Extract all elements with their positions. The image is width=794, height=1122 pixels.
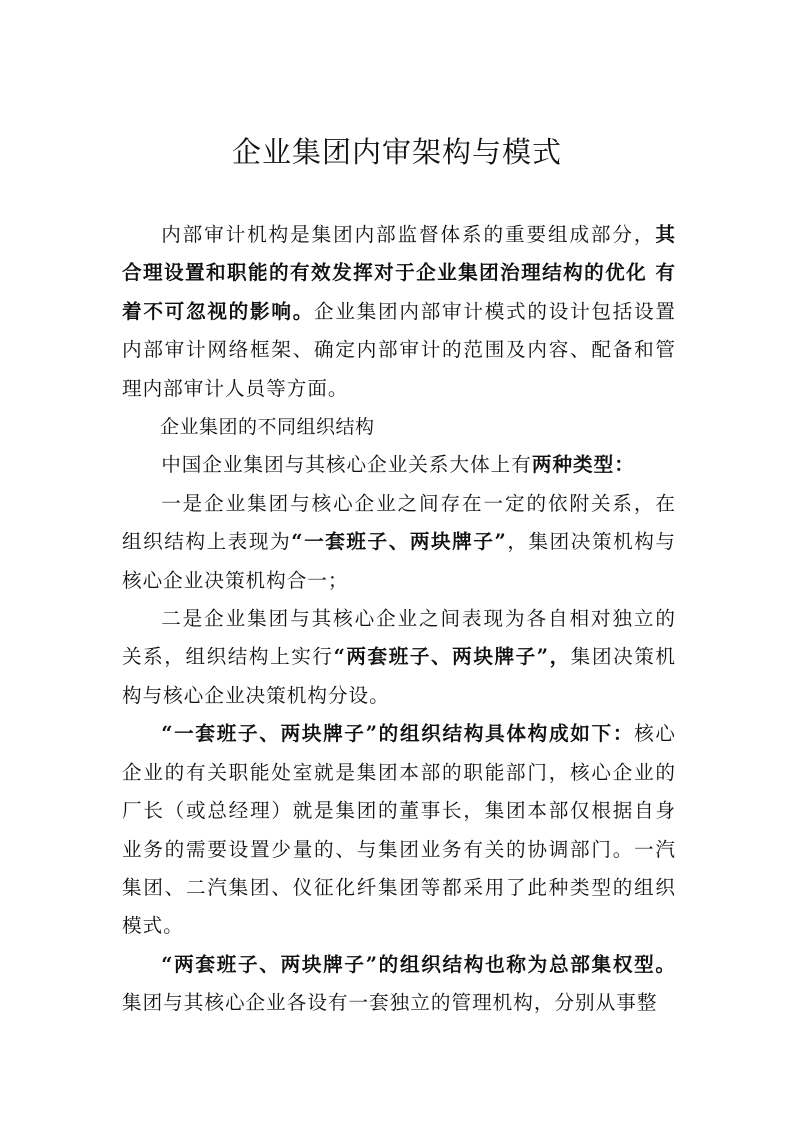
paragraph-emphasis: 两种类型： — [531, 453, 635, 477]
paragraph-emphasis: 其合理设置和职能的有效发挥对于企业集团治理结构的优化 有着不可忽视的影响。 — [122, 223, 676, 323]
paragraph-text: 集团决策机构与核心企业决策机构分设。 — [122, 645, 677, 707]
paragraph-text: 集团与其核心企业各设有一套独立的管理机构，分别从事整 — [122, 991, 658, 1015]
paragraph-type-two — [122, 600, 676, 715]
paragraph-emphasis: “两套班子、两块牌子”， — [333, 645, 571, 669]
paragraph-text: 一是企业集团与核心企业之间存在一定的依附关系，在组织结构上表现为 — [122, 491, 676, 554]
paragraph-emphasis: “一套班子、两块牌子”的组织结构具体构成如下： — [161, 722, 635, 746]
paragraph-text: ，集团决策机构与核心企业决策机构合一； — [122, 530, 677, 592]
paragraph-text: 中国企业集团与其核心企业关系大体上有 — [161, 453, 532, 477]
paragraph-text: 内部审计机构是集团内部监督体系的重要组成部分， — [161, 223, 656, 246]
paragraph-structure-one — [122, 715, 676, 945]
paragraph-text: 核心企业的有关职能处室就是集团本部的职能部门，核心企业的厂长（或总经理）就是集团的董事长，集团本部仅根据自身业务的需要设置少量的、与集团业务有关的协调部门。一汽集团、二汽集团、仪征化纤集团等都采用了此种类型的组织模式。 — [122, 722, 677, 938]
paragraph-types — [122, 446, 676, 484]
paragraph-type-one — [122, 485, 676, 600]
paragraph-text: 企业集团内部审计模式的设计包括设置内部审计网络框架、确定内部审计的范围及内容、配备和管理内部审计人员等方面。 — [122, 299, 677, 400]
document-title: 企业集团内审架构与模式 — [231, 135, 562, 169]
paragraph-emphasis: “两套班子、两块牌子”的组织结构也称为总部集权型。 — [161, 952, 676, 976]
paragraph-text: 二是企业集团与其核心企业之间表现为各自相对独立的关系，组织结构上实行 — [122, 607, 676, 669]
document-body — [122, 216, 676, 1023]
section-heading: 企业集团的不同组织结构 — [160, 416, 375, 439]
paragraph-emphasis: “一套班子、两块牌子” — [291, 530, 507, 554]
paragraph-intro — [122, 216, 676, 408]
paragraph-structure-two — [122, 946, 676, 1023]
